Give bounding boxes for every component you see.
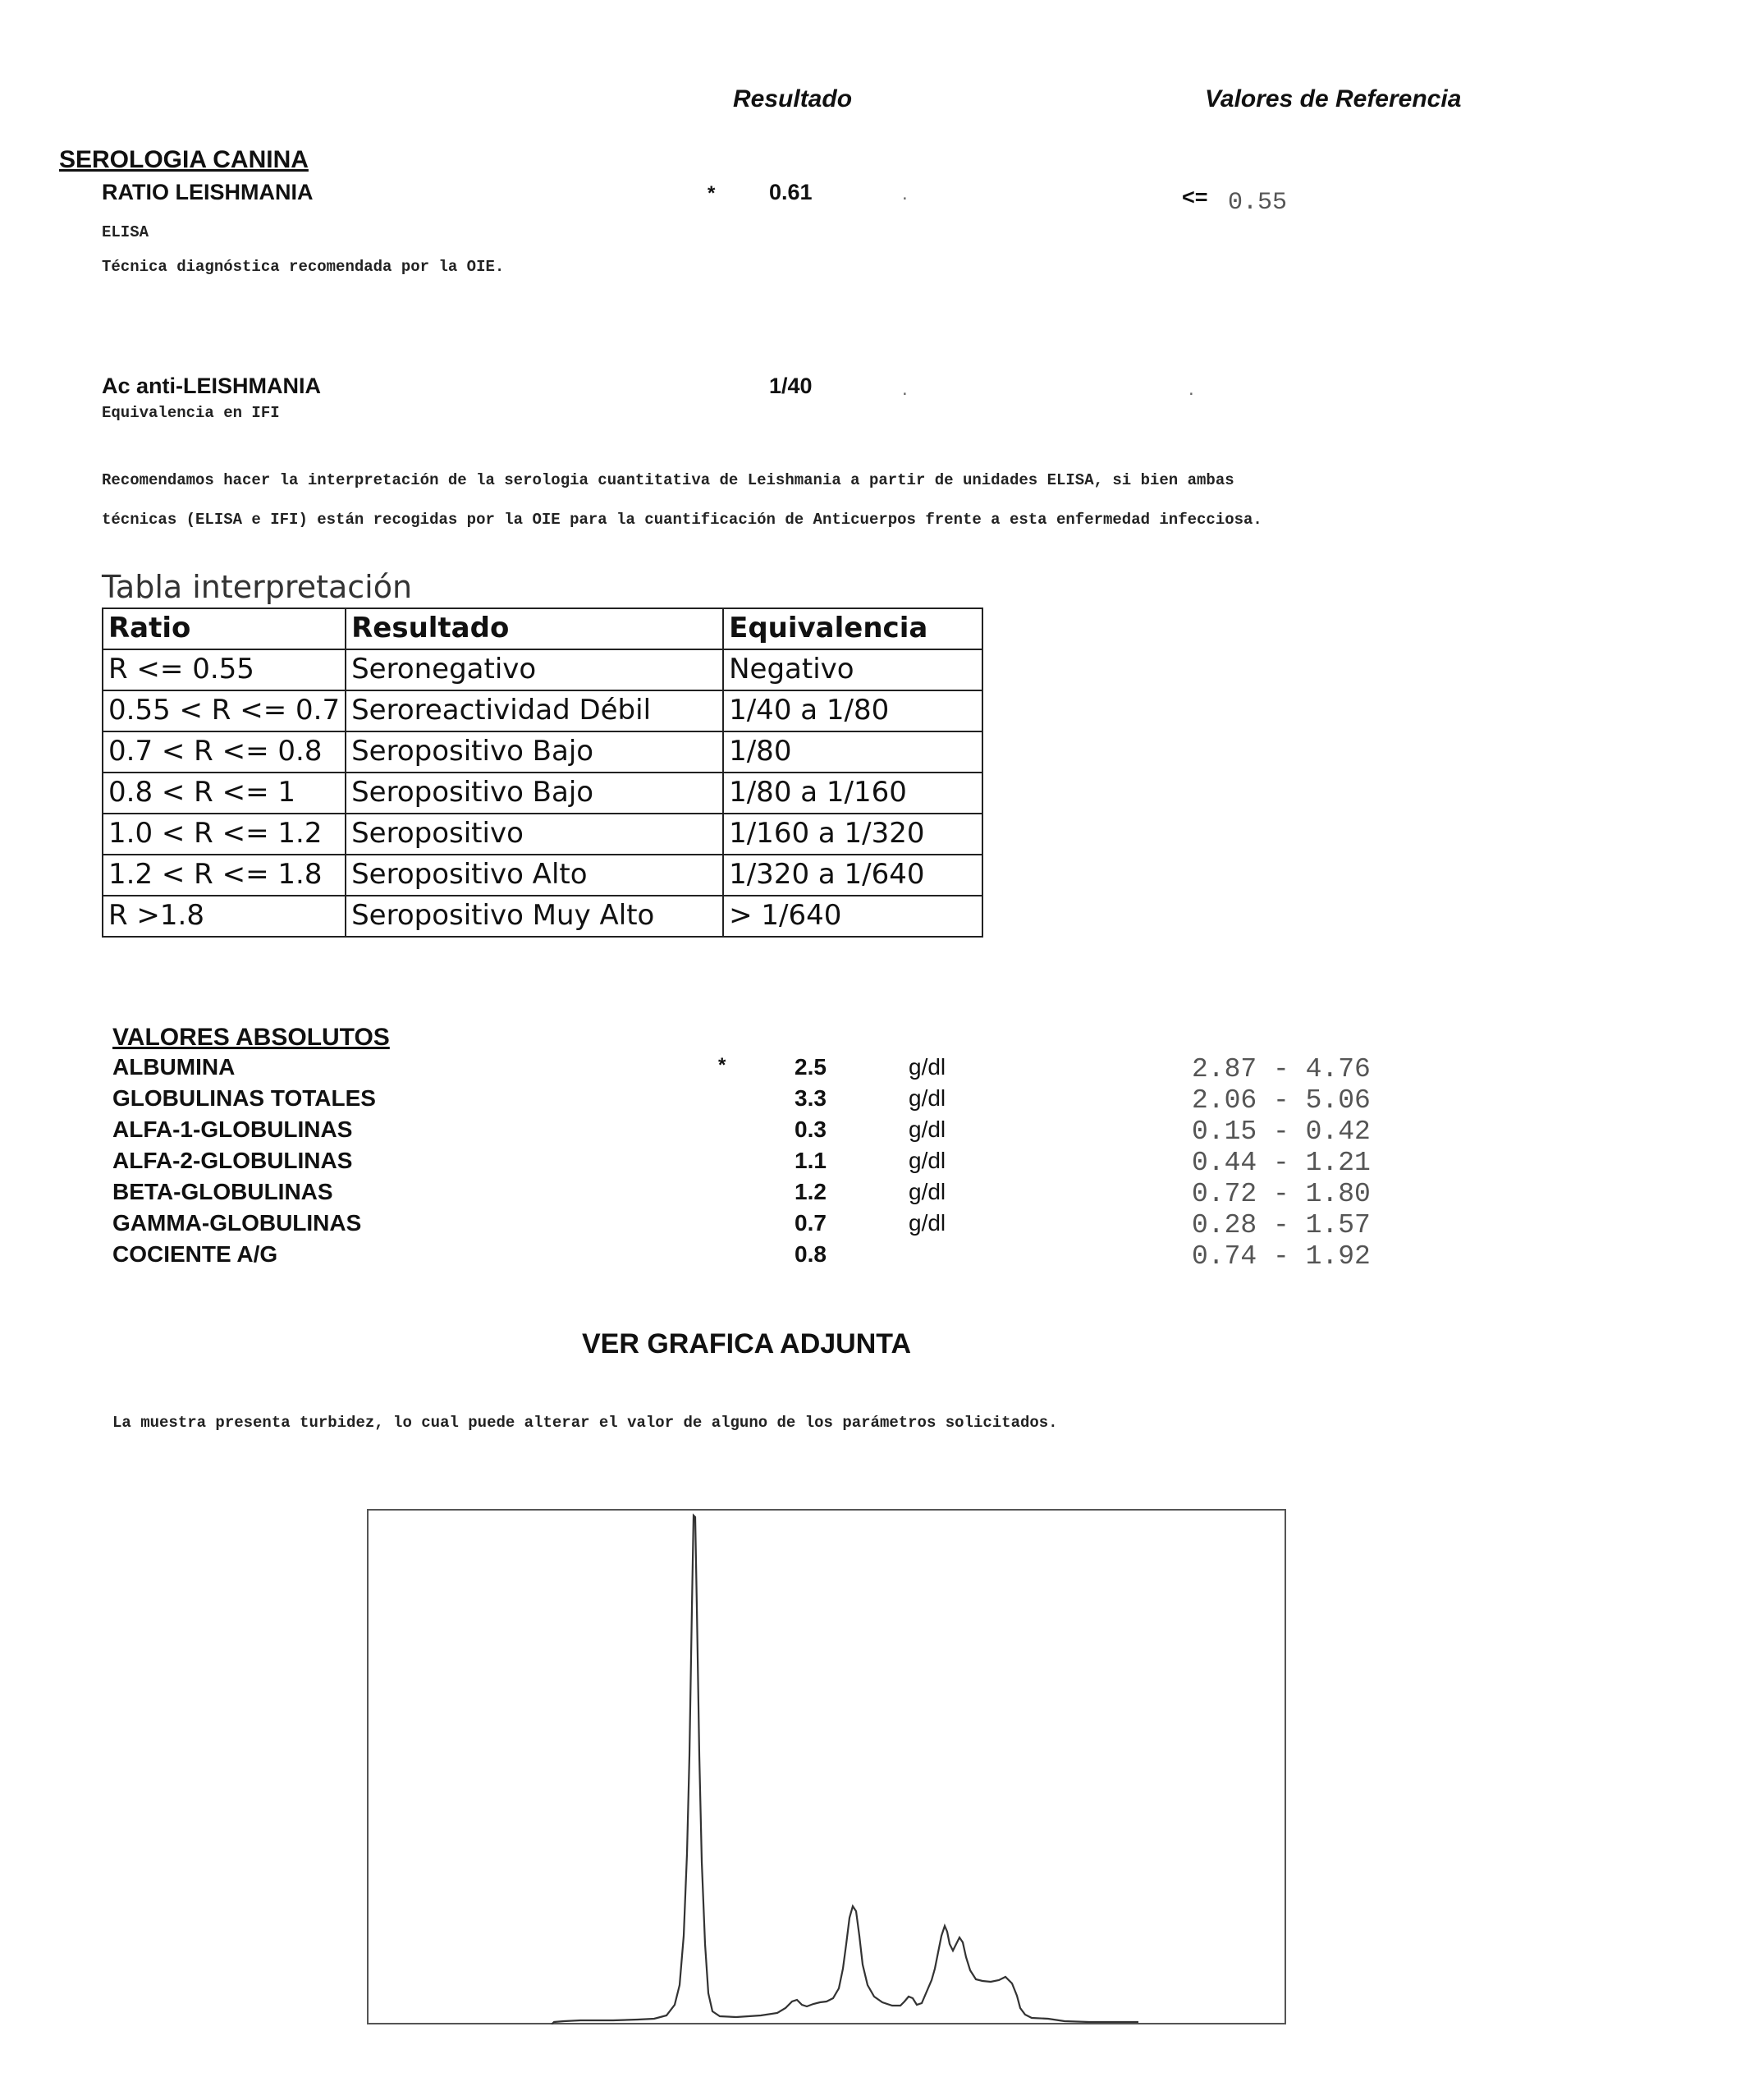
analyte-reference: 2.06 - 5.06 [1192,1085,1371,1116]
analyte-name: BETA-GLOBULINAS [112,1179,333,1204]
ratio-ref-operator: <= [1182,185,1208,209]
table-cell-equivalencia: Negativo [723,649,982,690]
analyte-unit: g/dl [909,1148,946,1173]
table-header-row [103,608,982,649]
abnormal-flag: * [718,1054,726,1076]
table-cell-resultado: Seroreactividad Débil [346,690,723,731]
analyte-name: ALFA-2-GLOBULINAS [112,1148,353,1173]
table-cell-ratio: 0.55 < R <= 0.7 [103,690,346,731]
list-item [0,1085,1754,1116]
column-header-valores-referencia: Valores de Referencia [1205,85,1462,112]
table-header-ratio: Ratio [103,608,346,649]
table-cell-ratio: 1.0 < R <= 1.2 [103,814,346,855]
table-cell-equivalencia: 1/80 [723,731,982,773]
analyte-unit: g/dl [909,1210,946,1236]
ac-sub: Equivalencia en IFI [102,404,280,422]
analyte-name: ALFA-1-GLOBULINAS [112,1116,353,1142]
table-cell-resultado: Seropositivo Bajo [346,731,723,773]
test-name-ac-leishmania: Ac anti-LEISHMANIA [102,374,322,398]
list-item [0,1116,1754,1148]
list-item [0,1054,1754,1085]
table-cell-equivalencia: 1/160 a 1/320 [723,814,982,855]
analyte-reference: 0.15 - 0.42 [1192,1116,1371,1147]
analyte-value: 0.8 [795,1241,827,1267]
table-cell-equivalencia: 1/40 a 1/80 [723,690,982,731]
table-cell-resultado: Seropositivo Muy Alto [346,896,723,937]
ratio-ref-value: 0.55 [1228,189,1288,217]
list-item [0,1179,1754,1210]
ac-ref-dot: . [1188,378,1194,400]
analyte-value: 0.7 [795,1210,827,1236]
analyte-value: 3.3 [795,1085,827,1111]
section-title-valores-absolutos: VALORES ABSOLUTOS [112,1024,390,1051]
analyte-unit: g/dl [909,1085,946,1111]
analyte-value: 1.1 [795,1148,827,1173]
analyte-name: GAMMA-GLOBULINAS [112,1210,362,1236]
electrophoresis-graph [367,1509,1286,2024]
turbidez-note: La muestra presenta turbidez, lo cual puede alterar el valor de alguno de los parámetros solicitados. [112,1414,1058,1432]
ratio-method: ELISA [102,223,149,241]
list-item [0,1210,1754,1241]
table-header-equivalencia: Equivalencia [723,608,982,649]
table-cell-ratio: 1.2 < R <= 1.8 [103,855,346,896]
table-cell-equivalencia: 1/320 a 1/640 [723,855,982,896]
abnormal-flag: * [708,182,716,204]
analyte-reference: 2.87 - 4.76 [1192,1054,1371,1084]
ver-grafica-heading: VER GRAFICA ADJUNTA [582,1328,912,1359]
test-name-ratio-leishmania: RATIO LEISHMANIA [102,180,314,204]
analyte-value: 2.5 [795,1054,827,1080]
analyte-reference: 0.74 - 1.92 [1192,1241,1371,1272]
analyte-reference: 0.72 - 1.80 [1192,1179,1371,1209]
ac-value: 1/40 [769,374,813,398]
table-cell-ratio: R >1.8 [103,896,346,937]
table-cell-resultado: Seronegativo [346,649,723,690]
ratio-value: 0.61 [769,180,813,204]
table-cell-ratio: 0.7 < R <= 0.8 [103,731,346,773]
table-cell-ratio: R <= 0.55 [103,649,346,690]
analyte-name: GLOBULINAS TOTALES [112,1085,376,1111]
recommendation-line-1: Recomendamos hacer la interpretación de la serologia cuantitativa de Leishmania a partir de unidades ELISA, si bien ambas [102,471,1234,489]
ac-dot: . [902,378,908,400]
table-row [103,649,982,690]
list-item [0,1241,1754,1272]
analyte-unit: g/dl [909,1116,946,1142]
section-title-serologia: SEROLOGIA CANINA [59,146,309,173]
analyte-reference: 0.44 - 1.21 [1192,1148,1371,1178]
analyte-unit: g/dl [909,1179,946,1204]
table-row [103,773,982,814]
table-row [103,690,982,731]
table-row [103,731,982,773]
interpretation-table-title: Tabla interpretación [102,569,413,605]
analyte-unit: g/dl [909,1054,946,1080]
ratio-dot: . [902,182,908,204]
analyte-name: COCIENTE A/G [112,1241,278,1267]
table-cell-resultado: Seropositivo [346,814,723,855]
table-row [103,896,982,937]
table-cell-resultado: Seropositivo Alto [346,855,723,896]
analyte-reference: 0.28 - 1.57 [1192,1210,1371,1240]
table-header-resultado: Resultado [346,608,723,649]
table-cell-ratio: 0.8 < R <= 1 [103,773,346,814]
analyte-value: 1.2 [795,1179,827,1204]
table-cell-equivalencia: > 1/640 [723,896,982,937]
analyte-name: ALBUMINA [112,1054,236,1080]
graph-frame [368,1510,1285,2024]
list-item [0,1148,1754,1179]
table-row [103,814,982,855]
ratio-note: Técnica diagnóstica recomendada por la OIE. [102,258,505,276]
table-cell-resultado: Seropositivo Bajo [346,773,723,814]
recommendation-line-2: técnicas (ELISA e IFI) están recogidas por la OIE para la cuantificación de Anticuerpos frente a esta enfermedad infecciosa. [102,511,1262,529]
analyte-value: 0.3 [795,1116,827,1142]
table-cell-equivalencia: 1/80 a 1/160 [723,773,982,814]
column-header-resultado: Resultado [733,85,853,112]
interpretation-table [102,608,983,938]
table-row [103,855,982,896]
